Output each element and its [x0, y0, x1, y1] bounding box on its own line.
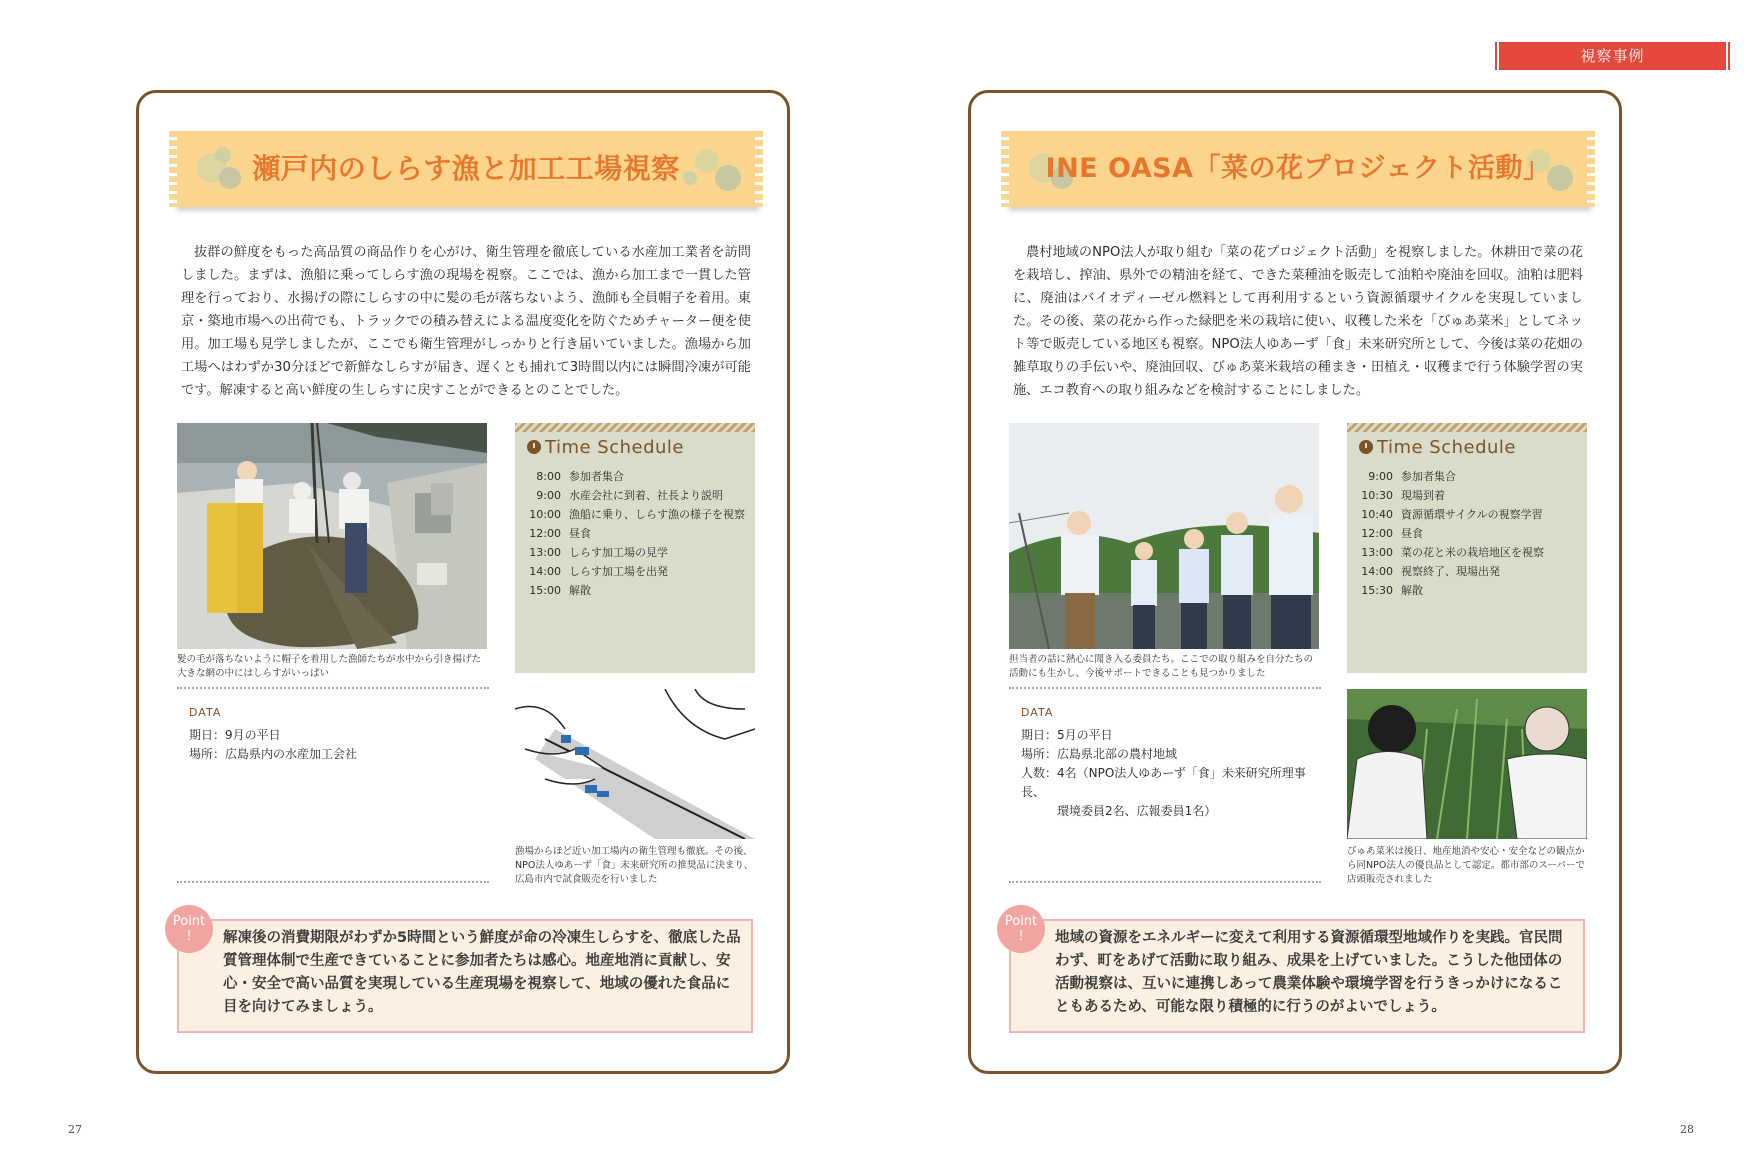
left-article-panel	[136, 90, 790, 1074]
divider	[1009, 687, 1321, 689]
schedule-list	[1359, 467, 1544, 600]
right-rice-illustration	[1347, 689, 1587, 839]
schedule-event: 解散	[569, 584, 591, 597]
schedule-item	[1359, 581, 1544, 600]
page-number-left: 27	[68, 1123, 82, 1136]
schedule-time: 15:30	[1361, 584, 1393, 597]
schedule-event: 視察終了、現場出発	[1401, 565, 1500, 578]
left-data-box	[189, 703, 489, 764]
left-photo-caption: 髪の毛が落ちないように帽子を着用した漁師たちが水中から引き揚げた大きな網の中にはしらすがいっぱい	[177, 654, 482, 679]
schedule-item	[527, 486, 745, 505]
schedule-time: 12:00	[529, 527, 561, 540]
point-badge	[997, 905, 1045, 953]
clock-icon	[1359, 440, 1373, 454]
schedule-item	[1359, 524, 1544, 543]
schedule-event: 漁船に乗り、しらす漁の様子を視察	[569, 508, 745, 521]
data-label: DATA	[1021, 706, 1054, 719]
right-article-panel	[968, 90, 1622, 1074]
right-intro-text: 農村地域のNPO法人が取り組む「菜の花プロジェクト活動」を視察しました。休耕田で菜の花を栽培し、搾油、県外での精油を経て、できた菜種油を販売して油粕や廃油を回収。油粕は肥料に、廃油はバイオディーゼル燃料として再利用するという資源循環サイクルを実現していました。その後、菜の花から作った緑肥を米の栽培に使い、収穫した米を「びゅあ菜米」としてネット等で販売している地区も視察。NPO法人ゆあーず「食」未来研究所として、今後は菜の花畑の雑草取りの手伝いや、廃油回収、びゅあ菜米栽培の種まき・田植え・収穫まで行う体験学習の実施、エコ教育への取り組みなどを検討することにしました。	[1013, 245, 1583, 398]
schedule-event: 水産会社に到着、社長より説明	[569, 489, 723, 502]
data-line: 場所：広島県内の水産加工会社	[189, 747, 358, 761]
schedule-item	[1359, 505, 1544, 524]
point-label: Point	[172, 914, 206, 929]
schedule-time: 13:00	[1361, 546, 1393, 559]
point-mark: !	[186, 929, 192, 944]
divider	[1009, 881, 1321, 883]
point-text: 解凍後の消費期限がわずか5時間という鮮度が命の冷凍生しらすを、徹底した品質管理体制で生産できていることに参加者たちは感心。地産地消に貢献し、安心・安全で高い品質を実現している生産現場を視察して、地域の優れた食品に目を向けてみましょう。	[223, 930, 741, 1015]
left-fishing-photo	[177, 423, 487, 649]
schedule-time: 10:30	[1361, 489, 1393, 502]
schedule-time: 12:00	[1361, 527, 1393, 540]
right-field-photo	[1009, 423, 1319, 649]
right-illustration-caption: びゅあ菜米は後日、地産地消や安心・安全などの観点から同NPO法人の優良品として認定。都市部のスーパーで店頭販売されました	[1347, 846, 1585, 885]
left-intro-text: 抜群の鮮度をもった高品質の商品作りを心がけ、衛生管理を徹底している水産加工業者を訪問しました。まずは、漁船に乗ってしらす漁の現場を視察。ここでは、漁から加工まで一貫した管理を行っており、水揚げの際にしらすの中に髪の毛が落ちないよう、漁師も全員帽子を着用。東京・築地市場への出荷でも、トラックでの積み替えによる温度変化を防ぐためチャーター便を使用。加工場も見学しましたが、ここでも衛生管理がしっかりと行き届いていました。漁場から加工場へはわずか30分ほどで新鮮なしらすが届き、遅くとも捕れて3時間以内には瞬間冷凍が可能です。解凍すると高い鮮度の生しらすに戻すことができるとのことでした。	[181, 245, 751, 398]
clock-icon	[527, 440, 541, 454]
data-line: 場所：広島県北部の農村地域	[1021, 747, 1178, 761]
schedule-title: Time Schedule	[545, 437, 684, 458]
schedule-item	[1359, 562, 1544, 581]
section-tag: 視察事例	[1499, 42, 1726, 70]
page-number-right: 28	[1680, 1123, 1694, 1136]
right-photo-caption: 担当者の話に熱心に聞き入る委員たち。ここでの取り組みを自分たちの活動にも生かし、今後サポートできることも見つかりました	[1009, 654, 1314, 679]
schedule-time: 9:00	[1368, 470, 1393, 483]
right-title-banner	[1007, 131, 1589, 207]
data-label: DATA	[189, 706, 222, 719]
schedule-time: 13:00	[529, 546, 561, 559]
schedule-item	[527, 467, 745, 486]
schedule-event: しらす加工場を出発	[569, 565, 668, 578]
left-illustration-caption: 漁場からほど近い加工場内の衛生管理も徹底。その後、NPO法人ゆあーず「食」未来研究所の推奨品に決まり、広島市内で試食販売を行いました	[515, 846, 754, 885]
divider	[177, 881, 489, 883]
data-line: 期日：5月の平日	[1021, 728, 1113, 742]
schedule-event: 資源循環サイクルの視察学習	[1401, 508, 1543, 521]
right-article-title: INE OASA「菜の花プロジェクト活動」	[1045, 153, 1551, 184]
left-article-title: 瀬戸内のしらす漁と加工工場視察	[252, 152, 680, 185]
schedule-event: しらす加工場の見学	[569, 546, 668, 559]
right-time-schedule	[1347, 423, 1587, 673]
schedule-time: 8:00	[536, 470, 561, 483]
data-line: 人数：4名（NPO法人ゆあーず「食」未来研究所理事長、	[1021, 766, 1306, 799]
left-processing-illustration	[515, 689, 755, 839]
schedule-item	[527, 581, 745, 600]
schedule-item	[1359, 486, 1544, 505]
point-badge	[165, 905, 213, 953]
schedule-event: 昼食	[569, 527, 591, 540]
divider	[177, 687, 489, 689]
schedule-item	[527, 562, 745, 581]
point-label: Point	[1004, 914, 1038, 929]
data-line: 期日：9月の平日	[189, 728, 281, 742]
left-point-box	[177, 919, 753, 1033]
point-text: 地域の資源をエネルギーに変えて利用する資源循環型地域作りを実践。官民問わず、町をあげて活動に取り組み、成果を上げていました。こうした他団体の活動視察は、互いに連携しあって農業体験や環境学習を行うきっかけになることもあるため、可能な限り積極的に行うのがよいでしょう。	[1055, 930, 1563, 1015]
schedule-time: 9:00	[536, 489, 561, 502]
schedule-event: 現場到着	[1401, 489, 1445, 502]
right-point-box	[1009, 919, 1585, 1033]
point-mark: !	[1018, 929, 1024, 944]
schedule-item	[1359, 467, 1544, 486]
schedule-title: Time Schedule	[1377, 437, 1516, 458]
left-title-banner	[175, 131, 757, 207]
schedule-time: 14:00	[1361, 565, 1393, 578]
right-data-box	[1021, 703, 1321, 821]
schedule-event: 菜の花と米の栽培地区を視察	[1401, 546, 1544, 559]
schedule-item	[527, 524, 745, 543]
schedule-time: 14:00	[529, 565, 561, 578]
schedule-event: 参加者集合	[569, 470, 624, 483]
schedule-item	[527, 543, 745, 562]
schedule-list	[527, 467, 745, 600]
schedule-time: 10:00	[529, 508, 561, 521]
schedule-item	[527, 505, 745, 524]
schedule-event: 参加者集合	[1401, 470, 1456, 483]
schedule-item	[1359, 543, 1544, 562]
schedule-event: 解散	[1401, 584, 1423, 597]
data-line: 環境委員2名、広報委員1名）	[1021, 804, 1217, 818]
schedule-time: 10:40	[1361, 508, 1393, 521]
schedule-time: 15:00	[529, 584, 561, 597]
left-time-schedule	[515, 423, 755, 673]
schedule-event: 昼食	[1401, 527, 1423, 540]
